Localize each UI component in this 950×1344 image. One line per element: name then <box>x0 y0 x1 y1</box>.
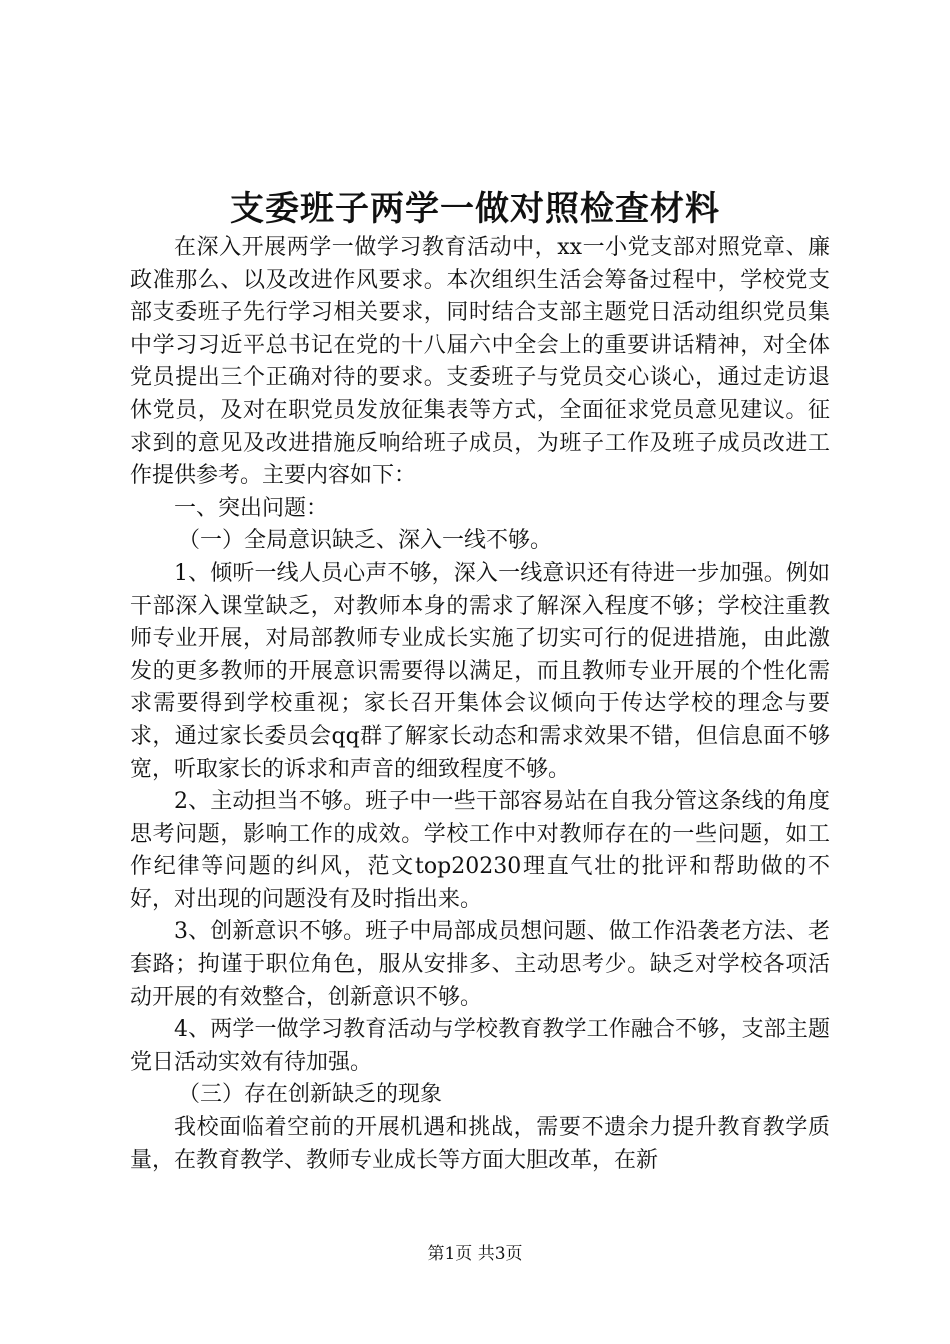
document-body <box>130 232 830 1177</box>
page-footer: 第1页 共3页 <box>427 1244 523 1264</box>
item-paragraph-1: 1、倾听一线人员心声不够，深入一线意识还有待进一步加强。例如干部深入课堂缺乏，对教师本身的需求了解深入程度不够；学校注重教师专业开展，对局部教师专业成长实施了切实可行的促进措施，由此激发的更多教师的开展意识需要得以满足，而且教师专业开展的个性化需求需要得到学校重视；家长召开集体会议倾向于传达学校的理念与要求，通过家长委员会qq群了解家长动态和需求效果不错，但信息面不够宽，听取家长的诉求和声音的细致程度不够。 <box>130 560 830 782</box>
subsection-heading: （一）全局意识缺乏、深入一线不够。 <box>178 528 553 554</box>
item-paragraph-4: 4、两学一做学习教育活动与学校教育教学工作融合不够，支部主题党日活动实效有待加强。 <box>130 1017 830 1075</box>
item-paragraph-2: 2、主动担当不够。班子中一些干部容易站在自我分管这条线的角度思考问题，影响工作的成效。学校工作中对教师存在的一些问题，如工作纪律等问题的纠风，范文top20230理直气壮的批评和帮助做的不好，对出现的问题没有及时指出来。 <box>130 789 830 912</box>
section-heading: 一、突出问题： <box>174 495 329 521</box>
document-title: 支委班子两学一做对照检查材料 <box>230 189 720 229</box>
subsection-heading: （三）存在创新缺乏的现象 <box>178 1082 443 1108</box>
body-paragraph: 我校面临着空前的开展机遇和挑战，需要不遗余力提升教育教学质量，在教育教学、教师专业成长等方面大胆改革，在新 <box>130 1115 830 1173</box>
item-paragraph-3: 3、创新意识不够。班子中局部成员想问题、做工作沿袭老方法、老套路；拘谨于职位角色，服从安排多、主动思考少。缺乏对学校各项活动开展的有效整合，创新意识不够。 <box>130 919 830 1010</box>
intro-paragraph: 在深入开展两学一做学习教育活动中，xx一小党支部对照党章、廉政准那么、以及改进作风要求。本次组织生活会筹备过程中，学校党支部支委班子先行学习相关要求，同时结合支部主题党日活动组织党员集中学习习近平总书记在党的十八届六中全会上的重要讲话精神，对全体党员提出三个正确对待的要求。支委班子与党员交心谈心，通过走访退休党员，及对在职党员发放征集表等方式，全面征求党员意见建议。征求到的意见及改进措施反响给班子成员，为班子工作及班子成员改进工作提供参考。主要内容如下： <box>130 235 830 489</box>
